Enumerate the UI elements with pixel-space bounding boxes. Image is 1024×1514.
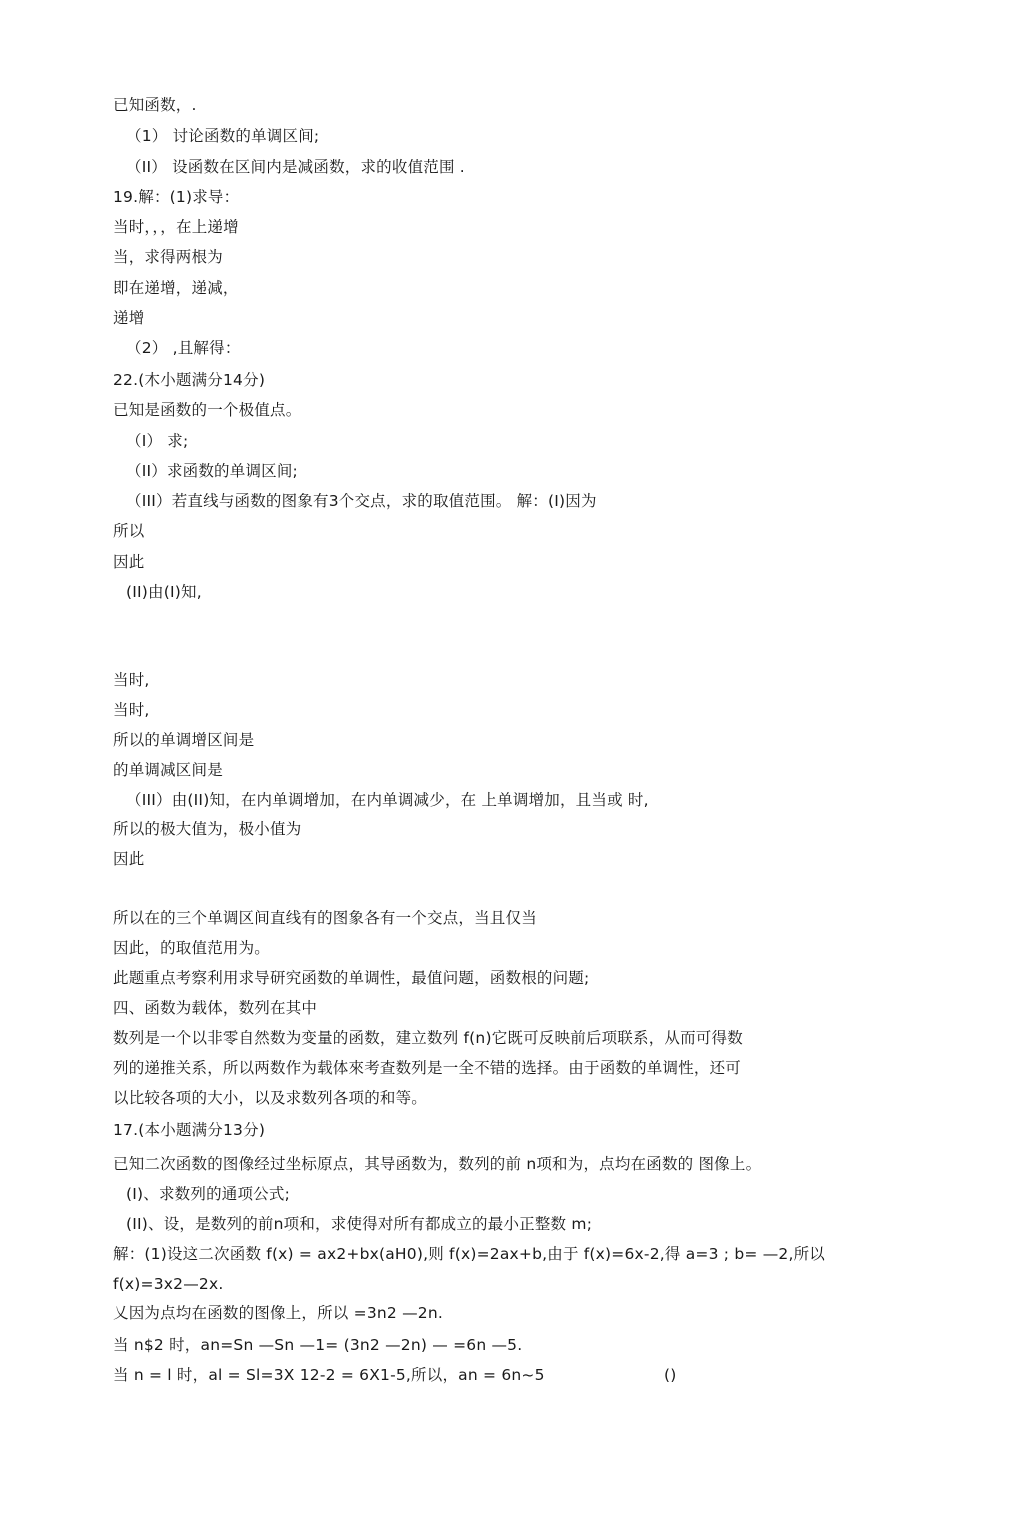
text-line: 数列是一个以非零自然数为变量的函数，建立数列 f(n)它既可反映前后项联系，从而可得数 (113, 1029, 743, 1047)
text-line: （III）若直线与函数的图象有3个交点，求的取值范围。 解：(I)因为 (126, 492, 597, 510)
text-line: （III）由(II)知，在内单调增加，在内单调减少，在 上单调增加，且当或 时, (126, 791, 649, 809)
text-line: 当，求得两根为 (113, 248, 223, 266)
text-line: 乂因为点均在函数的图像上，所以 =3n2 —2n. (113, 1304, 444, 1322)
text-line: （II） 设函数在区间内是减函数，求的收值范围 . (126, 158, 465, 176)
text-line: 已知二次函数的图像经过坐标原点，其导函数为，数列的前 n项和为，点均在函数的 图像上。 (113, 1155, 762, 1173)
text-line: 以比较各项的大小，以及求数列各项的和等。 (113, 1089, 428, 1107)
text-line: 当 n = l 时，al = Sl=3X 12-2 = 6X1-5,所以，an = 6n~5 (113, 1366, 545, 1384)
text-line: 的单调减区间是 (113, 761, 223, 779)
text-line: 此题重点考察利用求导研究函数的单调性，最值问题，函数根的问题; (113, 969, 590, 987)
text-line: 已知是函数的一个极值点。 (113, 401, 302, 419)
text-line: 因此 (113, 850, 145, 868)
text-line: 所以在的三个单调区间直线有的图象各有一个交点，当且仅当 (113, 909, 537, 927)
text-line: (II)、设，是数列的前n项和，求使得对所有都成立的最小正整数 m; (126, 1215, 593, 1233)
text-line: （I） 求; (126, 432, 189, 450)
text-line: (II)由(I)知, (126, 583, 202, 601)
text-line: 列的递推关系，所以两数作为载体來考查数列是一全不错的选择。由于函数的单调性，还可 (113, 1059, 742, 1077)
text-line: 因此 (113, 553, 145, 571)
text-line: 解：(1)设这二次函数 f(x) = ax2+bx(aH0),则 f(x)=2ax+b,由于 f(x)=6x-2,得 a=3 ; b= —2,所以 (113, 1245, 825, 1263)
text-line: 当 n$2 时，an=Sn —Sn —1= (3n2 —2n) — =6n —5. (113, 1336, 523, 1354)
text-line: （II）求函数的单调区间; (126, 462, 298, 480)
text-line: （1） 讨论函数的单调区间; (126, 127, 320, 145)
parentheses-text: () (664, 1366, 677, 1384)
text-line: 22.(木小题满分14分) (113, 371, 266, 389)
text-line: 所以的单调增区间是 (113, 731, 255, 749)
text-line: (I)、求数列的通项公式; (126, 1185, 290, 1203)
text-line: 递增 (113, 309, 145, 327)
text-line: 已知函数，. (113, 96, 197, 114)
text-line: 所以 (113, 522, 145, 540)
text-line: （2） ,且解得： (126, 339, 241, 357)
text-line: 19.解：(1)求导： (113, 188, 240, 206)
text-line: 17.(本小题满分13分) (113, 1121, 266, 1139)
text-line: 所以的极大值为，极小值为 (113, 820, 302, 838)
text-line: 四、函数为载体，数列在其中 (113, 999, 318, 1017)
text-line: 当时，，，在上递增 (113, 218, 239, 236)
text-line: f(x)=3x2—2x. (113, 1275, 224, 1293)
text-line: 即在递增，递减， (113, 279, 239, 297)
text-line: 当时, (113, 701, 150, 719)
text-line: 因此，的取值范用为。 (113, 939, 271, 957)
text-line: 当时, (113, 671, 150, 689)
